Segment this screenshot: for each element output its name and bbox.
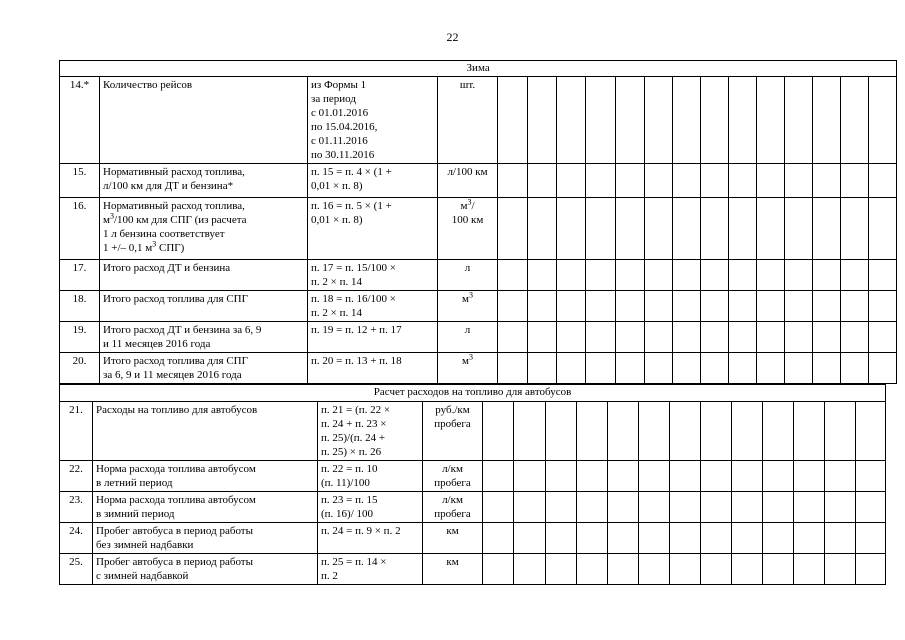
row-number: 21. (60, 402, 93, 461)
table-row (60, 164, 897, 198)
section-title-winter: Зима (60, 61, 897, 77)
table-row (60, 260, 897, 291)
row-name: Итого расход топлива для СПГ (100, 291, 308, 322)
row-unit: $м^3/$ 100 км (438, 198, 498, 260)
row-name: Количество рейсов (100, 77, 308, 164)
table-row (60, 402, 886, 461)
row-name: Итого расход ДТ и бензина за 6, 9 и 11 месяцев 2016 года (100, 322, 308, 353)
row-formula: п. 21 = (п. 22 × п. 24 + п. 23 × п. 25)/(п. 24 + п. 25) × п. 26 (318, 402, 423, 461)
table-row (60, 353, 897, 384)
table-row (60, 77, 897, 164)
row-formula: п. 20 = п. 13 + п. 18 (308, 353, 438, 384)
row-unit: л/км пробега (423, 461, 483, 492)
row-unit: $м^3$ (438, 353, 498, 384)
row-formula: п. 25 = п. 14 × п. 2 (318, 554, 423, 585)
row-unit: л/100 км (438, 164, 498, 198)
table-row (60, 554, 886, 585)
row-formula: п. 17 = п. 15/100 × п. 2 × п. 14 (308, 260, 438, 291)
row-unit: км (423, 523, 483, 554)
table-row (60, 322, 897, 353)
row-number: 23. (60, 492, 93, 523)
row-number: 24. (60, 523, 93, 554)
table-row (60, 291, 897, 322)
row-unit: $м^3$ (438, 291, 498, 322)
bus-fuel-table (59, 384, 886, 585)
row-number: 25. (60, 554, 93, 585)
table-row (60, 492, 886, 523)
row-name: Нормативный расход топлива, $м^3/100$ км для СПГ (из расчета 1 л бензина соответствует 1 +/– 0,1 $м^3$ СПГ) (100, 198, 308, 260)
row-formula: п. 19 = п. 12 + п. 17 (308, 322, 438, 353)
row-unit: л (438, 260, 498, 291)
table-row (60, 461, 886, 492)
row-formula: п. 23 = п. 15 (п. 16)/ 100 (318, 492, 423, 523)
row-name: Итого расход ДТ и бензина (100, 260, 308, 291)
row-number: 15. (60, 164, 100, 198)
row-name: Итого расход топлива для СПГ за 6, 9 и 11 месяцев 2016 года (100, 353, 308, 384)
row-number: 22. (60, 461, 93, 492)
row-formula: из Формы 1 за период с 01.01.2016 по 15.04.2016, с 01.11.2016 по 30.11.2016 (308, 77, 438, 164)
row-name: Норма расхода топлива автобусом в зимний период (93, 492, 318, 523)
row-name: Расходы на топливо для автобусов (93, 402, 318, 461)
row-unit: л/км пробега (423, 492, 483, 523)
row-number: 16. (60, 198, 100, 260)
row-name: Норма расхода топлива автобусом в летний период (93, 461, 318, 492)
row-formula: п. 22 = п. 10 (п. 11)/100 (318, 461, 423, 492)
row-number: 20. (60, 353, 100, 384)
row-number: 17. (60, 260, 100, 291)
row-formula: п. 18 = п. 16/100 × п. 2 × п. 14 (308, 291, 438, 322)
row-name: Пробег автобуса в период работы с зимней надбавкой (93, 554, 318, 585)
row-unit: л (438, 322, 498, 353)
section-title-bus-fuel: Расчет расходов на топливо для автобусов (60, 385, 886, 402)
row-formula: п. 16 = п. 5 × (1 + 0,01 × п. 8) (308, 198, 438, 260)
row-unit: км (423, 554, 483, 585)
table-row (60, 198, 897, 260)
row-number: 14.* (60, 77, 100, 164)
page-number: 22 (446, 30, 459, 44)
row-unit: шт. (438, 77, 498, 164)
row-formula: п. 15 = п. 4 × (1 + 0,01 × п. 8) (308, 164, 438, 198)
row-name: Пробег автобуса в период работы без зимней надбавки (93, 523, 318, 554)
row-unit: руб./км пробега (423, 402, 483, 461)
row-name: Нормативный расход топлива, л/100 км для ДТ и бензина* (100, 164, 308, 198)
row-number: 18. (60, 291, 100, 322)
row-formula: п. 24 = п. 9 × п. 2 (318, 523, 423, 554)
table-row (60, 523, 886, 554)
winter-table (59, 60, 897, 384)
row-number: 19. (60, 322, 100, 353)
